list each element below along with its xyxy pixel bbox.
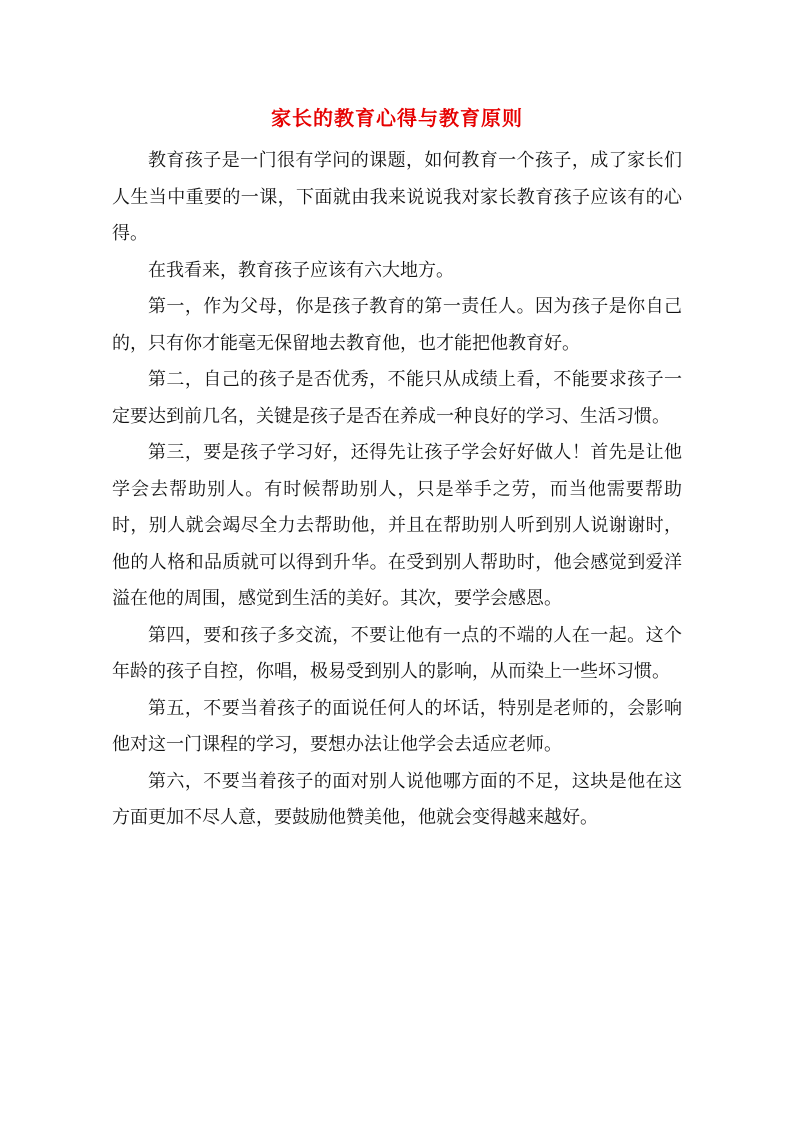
paragraph-fourth: 第四，要和孩子多交流，不要让他有一点的不端的人在一起。这个年龄的孩子自控，你唱，极易受到别人的影响，从而染上一些坏习惯。 [112,624,682,682]
paragraph-fifth: 第五，不要当着孩子的面说任何人的坏话，特别是老师的，会影响他对这一门课程的学习，要想办法让他学会去适应老师。 [112,697,682,755]
paragraph-third: 第三，要是孩子学习好，还得先让孩子学会好好做人！首先是让他学会去帮助别人。有时候帮助别人，只是举手之劳，而当他需要帮助时，别人就会竭尽全力去帮助他，并且在帮助别人听到别人说谢谢时，他的人格和品质就可以得到升华。在受到别人帮助时，他会感觉到爱洋溢在他的周围，感觉到生活的美好。其次，要学会感恩。 [112,442,682,609]
document-title: 家长的教育心得与教育原则 [271,106,523,130]
paragraph-overview: 在我看来，教育孩子应该有六大地方。 [148,259,454,281]
paragraph-first: 第一，作为父母，你是孩子教育的第一责任人。因为孩子是你自己的，只有你才能毫无保留地去教育他，也才能把他教育好。 [112,296,682,354]
paragraph-second: 第二，自己的孩子是否优秀，不能只从成绩上看，不能要求孩子一定要达到前几名，关键是孩子是否在养成一种良好的学习、生活习惯。 [112,369,682,427]
paragraph-intro: 教育孩子是一门很有学问的课题，如何教育一个孩子，成了家长们人生当中重要的一课，下面就由我来说说我对家长教育孩子应该有的心得。 [112,150,682,244]
paragraph-sixth: 第六，不要当着孩子的面对别人说他哪方面的不足，这块是他在这方面更加不尽人意，要鼓励他赞美他，他就会变得越来越好。 [112,770,682,828]
document-body [112,143,682,837]
